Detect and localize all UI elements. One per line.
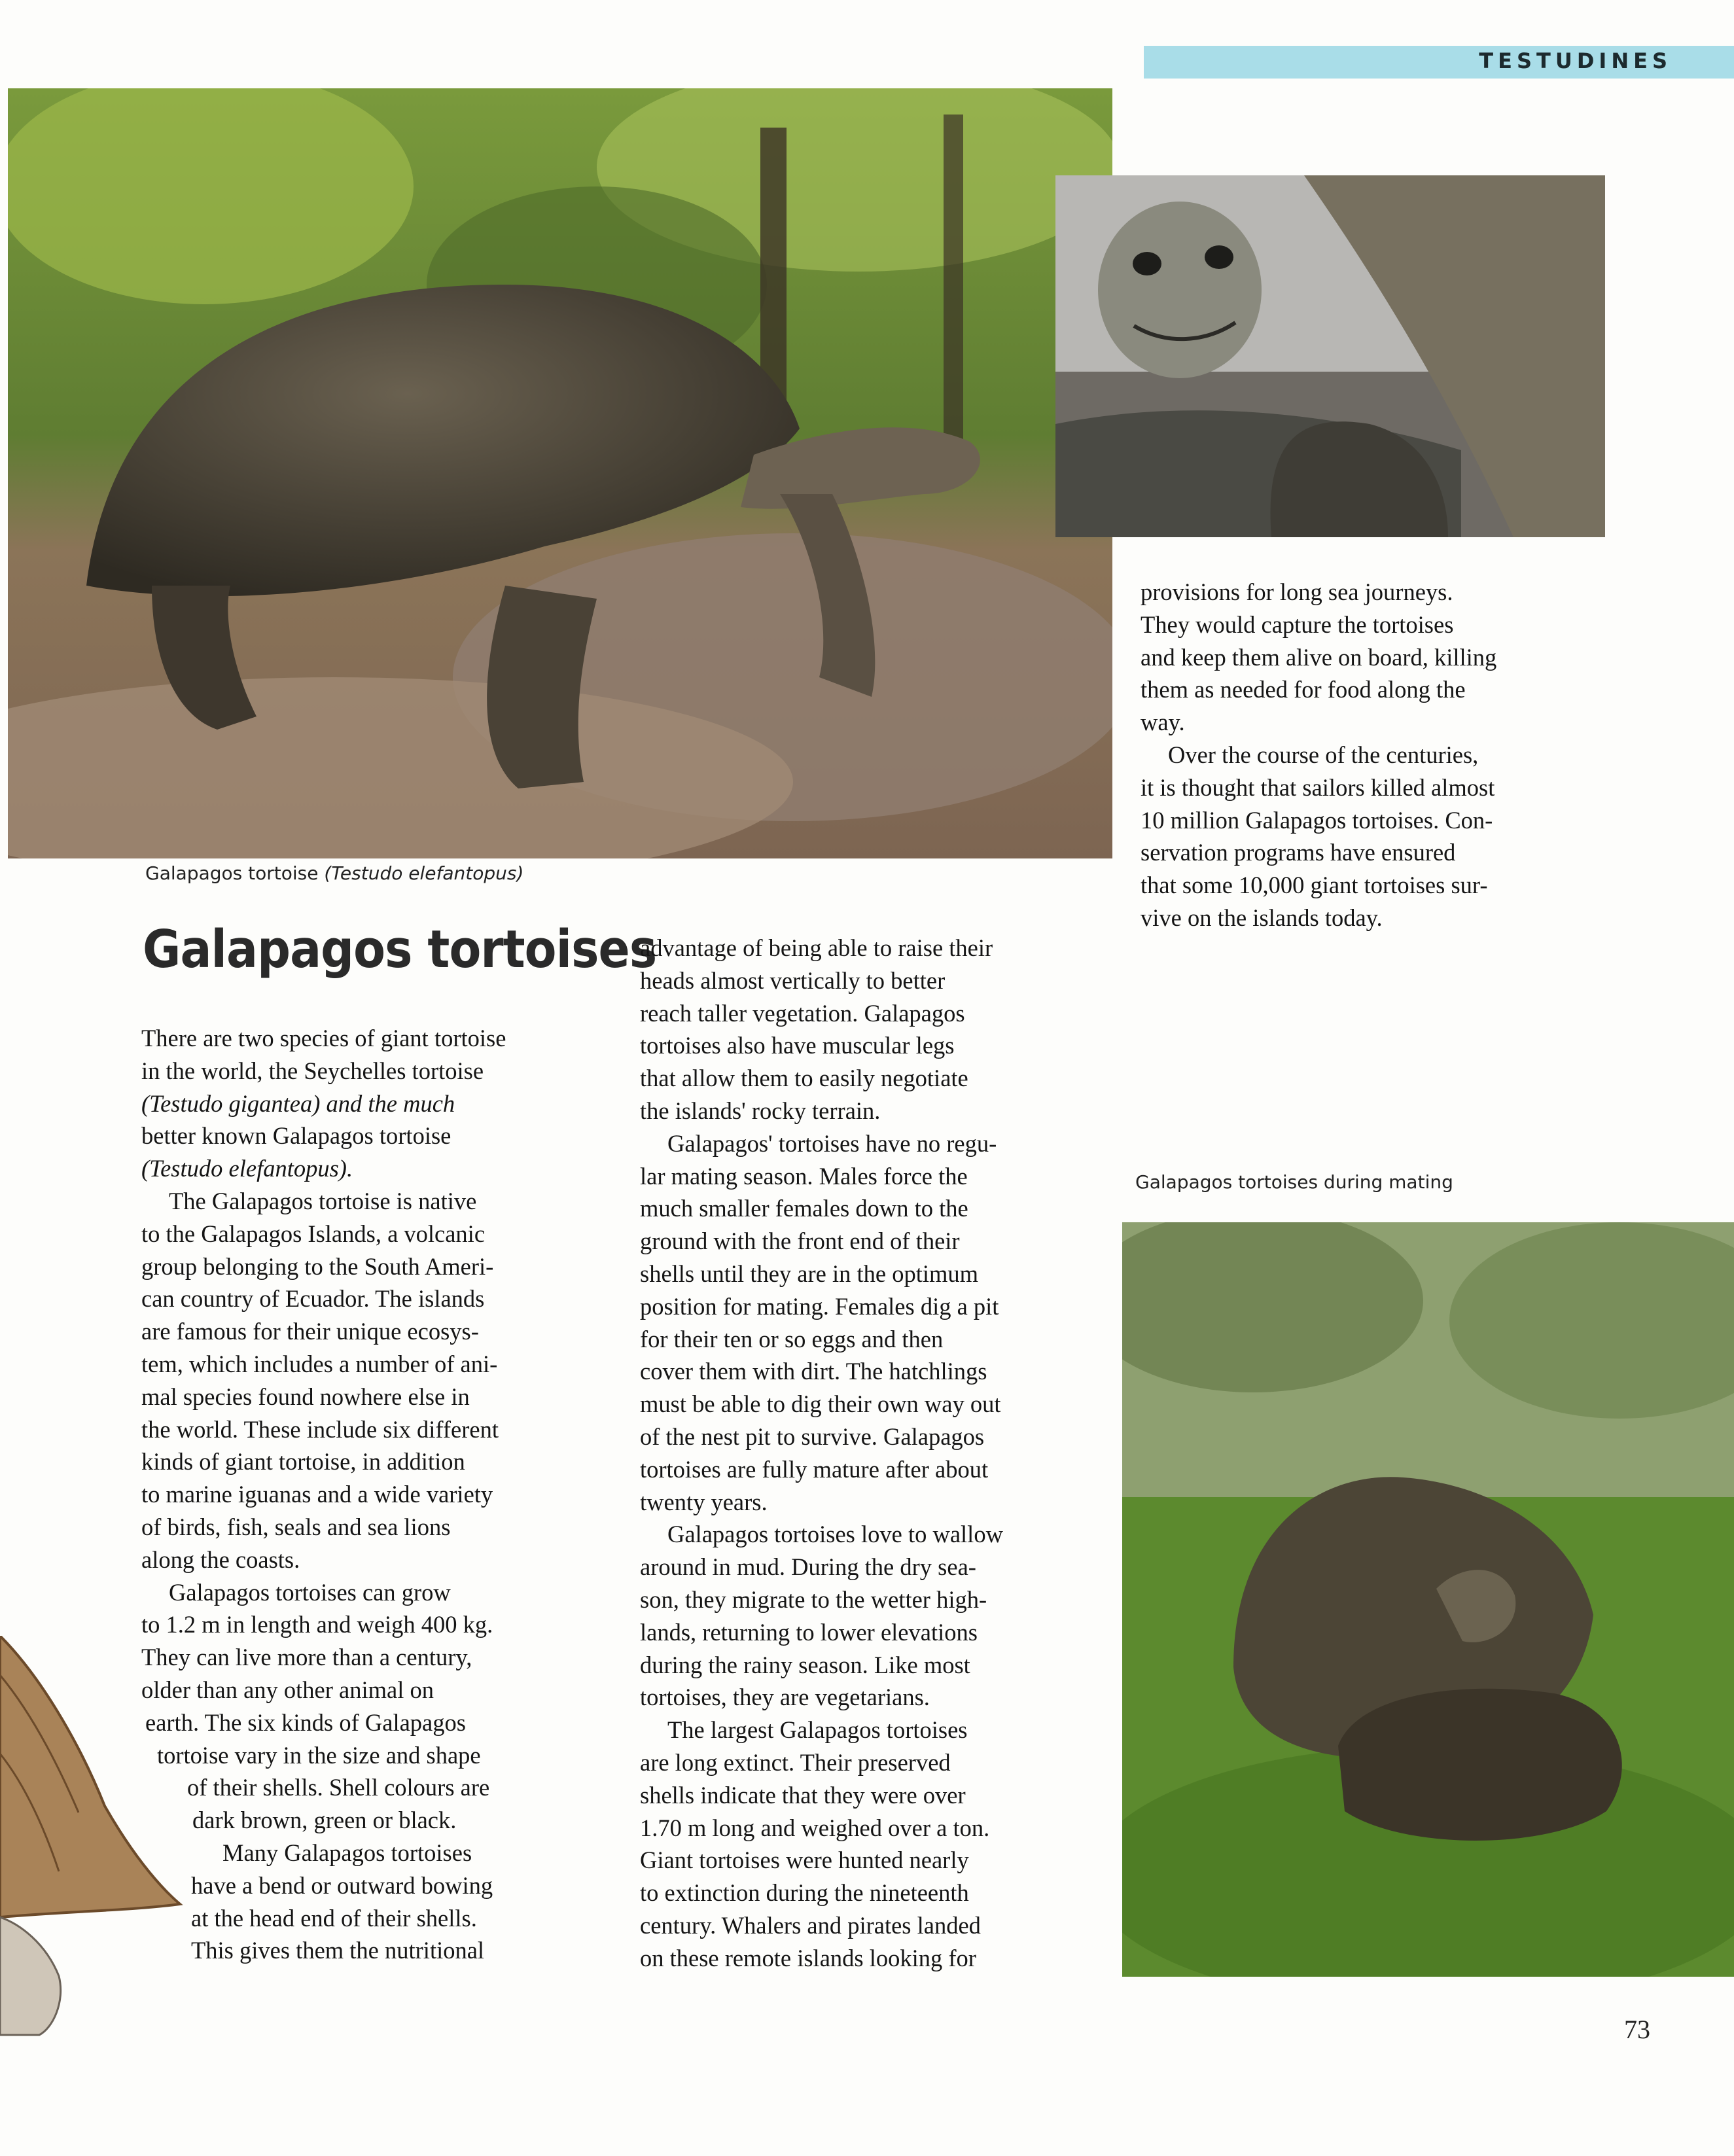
text-line: Many Galapagos tortoises: [222, 1839, 472, 1866]
text-line: kinds of giant tortoise, in addition: [141, 1448, 465, 1476]
text-line: tortoises also have muscular legs: [640, 1032, 955, 1059]
mating-tortoises-photo: [1122, 1222, 1734, 1977]
main-tortoise-photo: [8, 88, 1112, 858]
text-line: Giant tortoises were hunted nearly: [640, 1847, 969, 1874]
article-title: Galapagos tortoises: [143, 919, 657, 980]
text-line: have a bend or outward bowing: [191, 1871, 493, 1899]
text-line: Over the course of the centuries,: [1168, 741, 1479, 768]
text-line: to extinction during the nineteenth: [640, 1879, 969, 1907]
text-line: at the head end of their shells.: [191, 1904, 477, 1932]
text-line: to marine iguanas and a wide variety: [141, 1481, 493, 1508]
text-line: ground with the front end of their: [640, 1228, 960, 1255]
main-caption-species: (Testudo elefantopus): [324, 862, 524, 884]
text-line: shells until they are in the optimum: [640, 1260, 979, 1287]
text-line: heads almost vertically to better: [640, 966, 946, 994]
text-line: vive on the islands today.: [1141, 904, 1383, 931]
text-line: This gives them the nutritional: [191, 1937, 485, 1964]
text-line: are long extinct. Their preserved: [640, 1748, 951, 1776]
text-line: it is thought that sailors killed almost: [1141, 773, 1495, 801]
text-line: along the coasts.: [141, 1546, 300, 1573]
article-column-1: [141, 1022, 506, 1967]
text-line: son, they migrate to the wetter high-: [640, 1585, 987, 1613]
text-line: The largest Galapagos tortoises: [667, 1716, 968, 1744]
text-line: Galapagos tortoises love to wallow: [667, 1521, 1003, 1548]
text-line: to 1.2 m in length and weigh 400 kg.: [141, 1611, 493, 1638]
text-line: and keep them alive on board, killing: [1141, 643, 1497, 671]
text-line: must be able to dig their own way out: [640, 1390, 1001, 1418]
article-column-3: [1141, 576, 1496, 934]
text-line: The Galapagos tortoise is native: [169, 1187, 477, 1214]
text-line: provisions for long sea journeys.: [1141, 578, 1453, 605]
text-line: the islands' rocky terrain.: [640, 1097, 881, 1124]
text-line: dark brown, green or black.: [192, 1807, 457, 1834]
text-line: during the rainy season. Like most: [640, 1651, 970, 1678]
text-line: group belonging to the South Ameri-: [141, 1252, 494, 1280]
tortoise-headshot-photo: [1055, 175, 1605, 537]
text-line: of the nest pit to survive. Galapagos: [640, 1423, 985, 1450]
main-photo-caption: [145, 862, 523, 884]
section-tag: TESTUDINES: [1479, 48, 1672, 73]
text-line: can country of Ecuador. The islands: [141, 1285, 485, 1313]
text-line: (Testudo gigantea) and the much: [141, 1089, 455, 1117]
text-line: Galapagos' tortoises have no regu-: [667, 1129, 997, 1157]
text-line: shells indicate that they were over: [640, 1781, 966, 1809]
text-line: tortoise vary in the size and shape: [157, 1741, 481, 1769]
text-line: (Testudo elefantopus).: [141, 1155, 353, 1182]
text-line: tem, which includes a number of ani-: [141, 1350, 498, 1377]
section-tag-bar: [1144, 46, 1734, 79]
text-line: tortoises are fully mature after about: [640, 1455, 989, 1483]
text-line: in the world, the Seychelles tortoise: [141, 1057, 484, 1084]
page-number: 73: [1624, 2015, 1650, 2044]
text-line: much smaller females down to the: [640, 1195, 968, 1222]
text-line: mal species found nowhere else in: [141, 1383, 470, 1410]
text-line: on these remote islands looking for: [640, 1944, 976, 1971]
text-line: that some 10,000 giant tortoises sur-: [1141, 872, 1488, 899]
text-line: reach taller vegetation. Galapagos: [640, 999, 965, 1027]
text-line: Galapagos tortoises can grow: [169, 1578, 451, 1606]
text-line: better known Galapagos tortoise: [141, 1122, 451, 1150]
text-line: cover them with dirt. The hatchlings: [640, 1358, 987, 1385]
text-line: There are two species of giant tortoise: [141, 1025, 506, 1051]
text-line: of birds, fish, seals and sea lions: [141, 1513, 451, 1540]
mating-photo-caption: Galapagos tortoises during mating: [1135, 1171, 1453, 1193]
text-line: to the Galapagos Islands, a volcanic: [141, 1220, 486, 1247]
text-line: They can live more than a century,: [141, 1644, 472, 1671]
text-line: lar mating season. Males force the: [640, 1162, 968, 1190]
text-line: lands, returning to lower elevations: [640, 1618, 978, 1646]
text-line: 10 million Galapagos tortoises. Con-: [1141, 806, 1493, 834]
text-line: servation programs have ensured: [1141, 839, 1456, 866]
text-line: position for mating. Females dig a pit: [640, 1292, 999, 1320]
text-line: advantage of being able to raise their: [640, 934, 993, 961]
text-line: earth. The six kinds of Galapagos: [145, 1708, 466, 1736]
text-line: that allow them to easily negotiate: [640, 1065, 968, 1092]
main-caption-text: Galapagos tortoise: [145, 862, 325, 884]
text-line: are famous for their unique ecosys-: [141, 1318, 479, 1345]
text-line: around in mud. During the dry sea-: [640, 1553, 976, 1581]
text-line: of their shells. Shell colours are: [187, 1774, 490, 1801]
article-column-2: [640, 932, 1003, 1975]
text-line: for their ten or so eggs and then: [640, 1325, 944, 1352]
text-line: the world. These include six different: [141, 1415, 499, 1443]
text-line: way.: [1141, 709, 1185, 736]
text-line: century. Whalers and pirates landed: [640, 1911, 981, 1939]
tortoise-illustration: [0, 1636, 190, 2041]
text-line: twenty years.: [640, 1488, 768, 1515]
text-line: older than any other animal on: [141, 1676, 434, 1703]
text-line: tortoises, they are vegetarians.: [640, 1684, 930, 1711]
text-line: 1.70 m long and weighed over a ton.: [640, 1814, 990, 1841]
text-line: They would capture the tortoises: [1141, 610, 1454, 638]
text-line: them as needed for food along the: [1141, 676, 1466, 703]
